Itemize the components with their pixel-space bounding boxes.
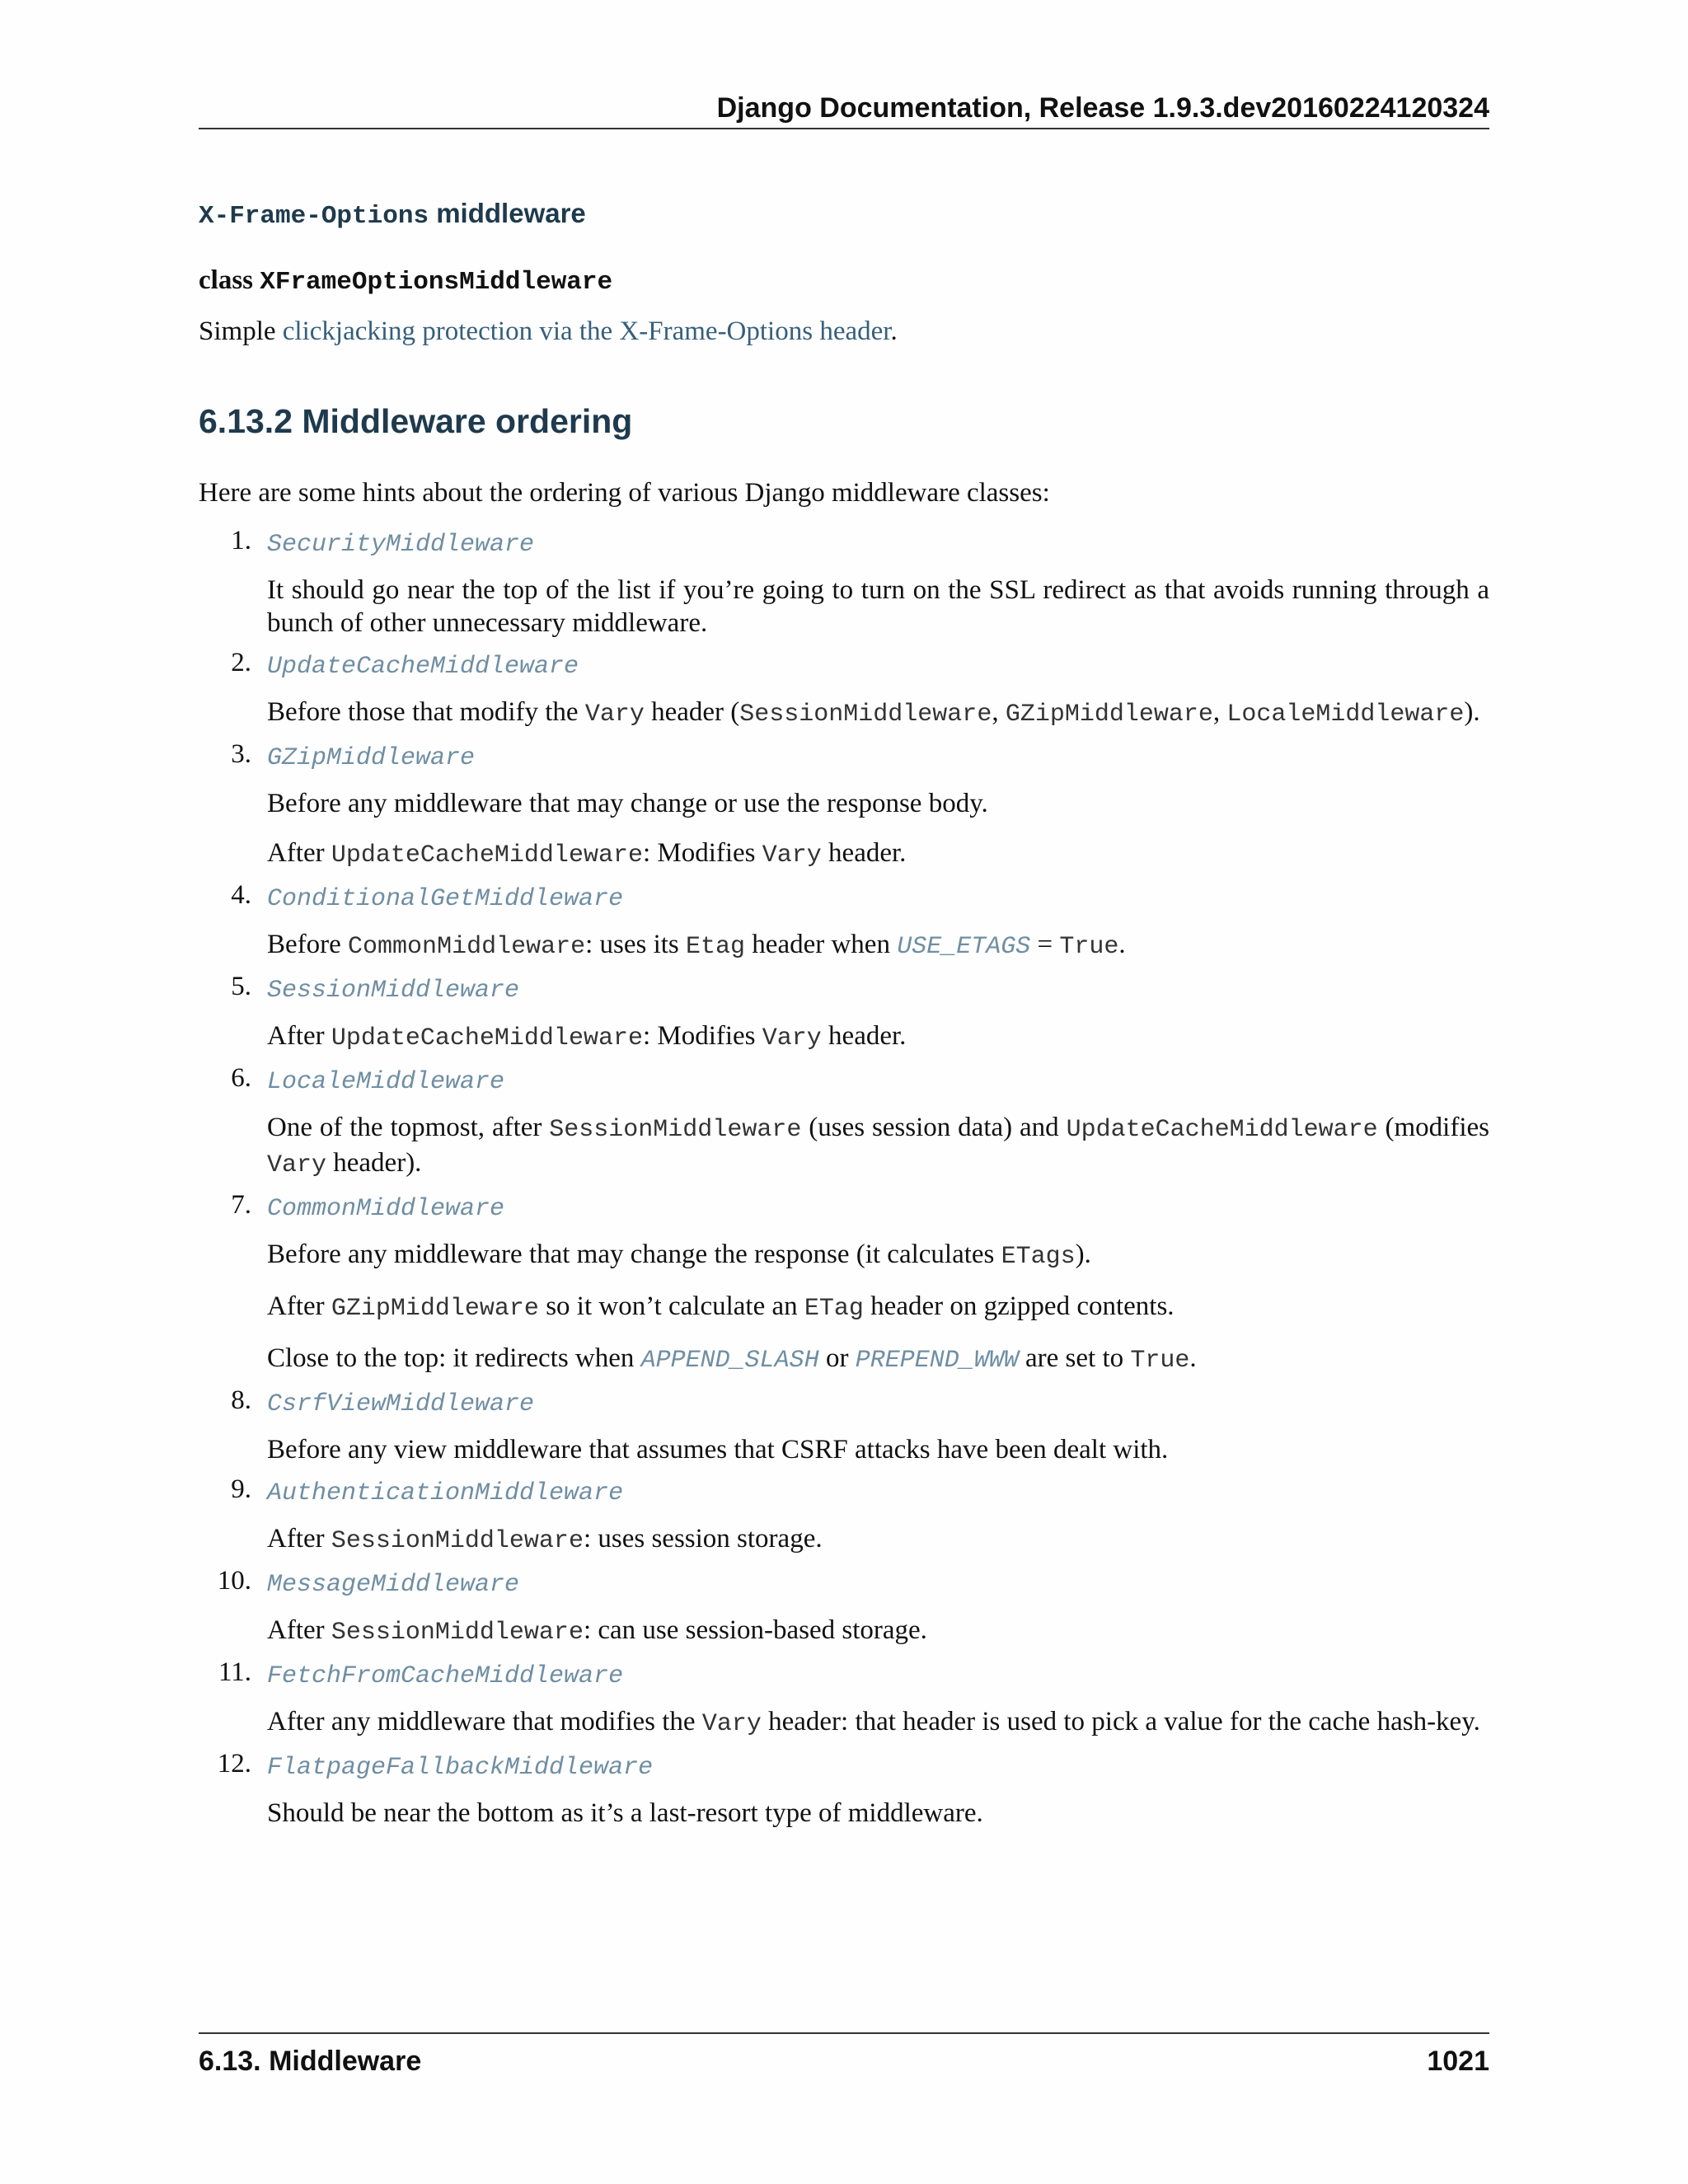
item-number: 10. [217,1566,251,1596]
item-description: After SessionMiddleware: can use session-based storage. [267,1615,927,1647]
item-description: Before any view middleware that assumes that CSRF attacks have been dealt with. [267,1435,1169,1465]
class-keyword: class [199,265,260,295]
list-item [199,648,1489,731]
list-item [199,880,1489,963]
class-signature [199,265,612,297]
list-item [199,1566,1489,1649]
item-description: After any middleware that modifies the Vary header: that header is used to pick a value for the cache hash-key. [267,1707,1480,1738]
middleware-link[interactable]: CsrfViewMiddleware [267,1390,535,1418]
xframe-title-rest: middleware [429,198,586,228]
setting-link-use-etags[interactable]: USE_ETAGS [897,933,1031,961]
middleware-link[interactable]: CommonMiddleware [267,1195,505,1223]
item-description: After UpdateCacheMiddleware: Modifies Vary header. [267,1021,907,1052]
page-number: 1021 [1427,2046,1489,2077]
middleware-link[interactable]: UpdateCacheMiddleware [267,653,579,681]
item-description: After GZipMiddleware so it won’t calculate an ETag header on gzipped contents. [267,1291,1175,1323]
xframe-desc-prefix: Simple [199,316,283,346]
page-footer [199,2032,1489,2078]
list-item [199,739,1489,872]
item-description: Before any middleware that may change or use the response body. [267,789,988,818]
item-number: 4. [231,880,251,910]
item-number: 6. [231,1063,251,1093]
middleware-order-list [199,526,1489,1838]
xframe-section-title [199,198,586,231]
item-description: Should be near the bottom as it’s a last-resort type of middleware. [267,1798,983,1828]
list-item [199,1657,1489,1741]
item-number: 3. [231,739,251,769]
header-title: Django Documentation, Release 1.9.3.dev20160224120324 [716,92,1489,124]
item-number: 8. [231,1385,251,1415]
item-number: 12. [217,1749,251,1779]
middleware-link[interactable]: AuthenticationMiddleware [267,1479,624,1507]
clickjacking-link[interactable]: clickjacking protection via the X-Frame-Options header [282,316,891,346]
item-description: It should go near the top of the list if you’re going to turn on the SSL redirect as that avoids running through a bunch of other unnecessary middleware. [267,575,1489,638]
middleware-link[interactable]: MessageMiddleware [267,1571,520,1599]
section-intro: Here are some hints about the ordering of various Django middleware classes: [199,478,1050,508]
middleware-link[interactable]: SessionMiddleware [267,977,520,1005]
middleware-link[interactable]: SecurityMiddleware [267,531,535,559]
middleware-link[interactable]: FlatpageFallbackMiddleware [267,1754,654,1782]
footer-section: 6.13. Middleware [199,2046,422,2077]
item-description: After UpdateCacheMiddleware: Modifies Vary header. [267,838,907,869]
middleware-link[interactable]: LocaleMiddleware [267,1068,505,1096]
item-description: After SessionMiddleware: uses session storage. [267,1524,823,1555]
page-header [199,92,1489,129]
list-item [199,1385,1489,1466]
setting-link-append-slash[interactable]: APPEND_SLASH [640,1347,819,1375]
class-name: XFrameOptionsMiddleware [260,268,613,297]
list-item [199,1063,1489,1182]
item-number: 2. [231,648,251,677]
item-description: Before any middleware that may change the response (it calculates ETags). [267,1240,1091,1271]
list-item [199,526,1489,640]
item-description: One of the topmost, after SessionMiddleware (uses session data) and UpdateCacheMiddleware (modifies Vary header). [267,1113,1489,1179]
xframe-desc-suffix: . [890,316,898,346]
xframe-title-code: X-Frame-Options [199,202,429,231]
middleware-link[interactable]: ConditionalGetMiddleware [267,885,624,913]
list-item [199,972,1489,1055]
xframe-description [199,316,898,347]
list-item [199,1474,1489,1558]
item-number: 7. [231,1190,251,1220]
middleware-link[interactable]: FetchFromCacheMiddleware [267,1662,624,1690]
section-heading: 6.13.2 Middleware ordering [199,402,633,440]
middleware-link[interactable]: GZipMiddleware [267,744,476,772]
item-description: Before those that modify the Vary header (SessionMiddleware, GZipMiddleware, LocaleMiddleware). [267,697,1480,729]
setting-link-prepend-www[interactable]: PREPEND_WWW [855,1347,1019,1375]
item-number: 11. [218,1657,251,1687]
item-number: 9. [231,1474,251,1504]
item-description: Before CommonMiddleware: uses its Etag header when USE_ETAGS = True. [267,930,1126,961]
list-item [199,1749,1489,1830]
item-description: Close to the top: it redirects when APPEND_SLASH or PREPEND_WWW are set to True. [267,1343,1197,1375]
item-number: 5. [231,972,251,1001]
item-number: 1. [231,526,251,555]
list-item [199,1190,1489,1377]
